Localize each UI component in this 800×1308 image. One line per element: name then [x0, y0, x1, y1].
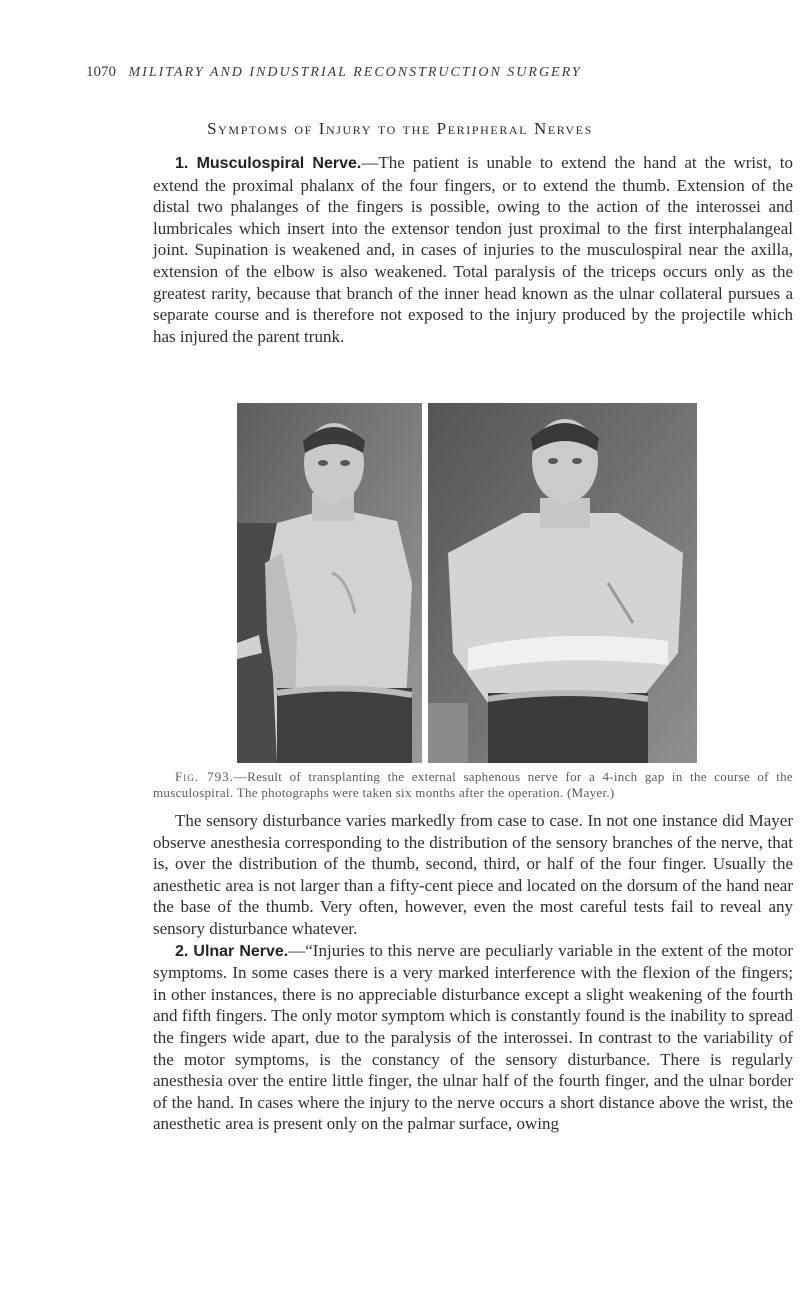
figure-caption: [153, 769, 793, 801]
musculospiral-section: [153, 152, 793, 347]
running-title: MILITARY AND INDUSTRIAL RECONSTRUCTION SURGERY: [128, 65, 582, 80]
musculospiral-paragraph: [153, 152, 793, 347]
section-title: Symptoms of Injury to the Peripheral Nerves: [207, 119, 593, 138]
sensory-and-ulnar-section: [153, 810, 793, 1135]
patient-photo-arms-raised: [428, 403, 697, 763]
musculospiral-text: —The patient is unable to extend the hand at the wrist, to extend the proximal phalanx of the four fingers, or to extend the thumb. Extension of the distal two phalanges of the fingers is possible, owing to the action of the interossei and lumbricales which insert into the extensor tendon just proximal to the first interphalangeal joint. Supination is weakened and, in cases of injuries to the musculospiral near the axilla, extension of the elbow is also weakened. Total paralysis of the triceps occurs only as the greatest rarity, because that branch of the inner head known as the ulnar collateral pursues a separate course and is therefore not exposed to the injury produced by the projectile which has injured the parent trunk.: [153, 153, 793, 346]
sensory-paragraph: The sensory disturbance varies markedly from case to case. In not one instance did Mayer observe anesthesia corresponding to the distribution of the sensory branches of the nerve, that is, over the distribution of the thumb, second, third, or half of the four finger. Usually the anesthetic area is not larger than a fifty-cent piece and located on the dorsum of the hand near the base of the thumb. Very often, however, even the most careful tests fail to reveal any sensory disturbance whatever.: [153, 811, 793, 938]
running-header: [86, 64, 766, 81]
ulnar-heading: 2. Ulnar Nerve.: [175, 942, 289, 960]
figure-793: [237, 403, 697, 763]
figure-caption-text: —Result of transplanting the external saphenous nerve for a 4-inch gap in the course of the musculospiral. The photographs were taken six months after the operation. (Mayer.): [153, 769, 793, 800]
patient-photo-front: [237, 403, 422, 763]
ulnar-text: —“Injuries to this nerve are peculiarly variable in the extent of the motor symptoms. In some cases there is a very marked interference with the flexion of the fingers; in other instances, there is no appreciable disturbance except a slight weakening of the fourth and fifth fingers. The only motor symptom which is constantly found is the inability to spread the fingers wide apart, due to the paralysis of the interossei. In contrast to the variability of the motor symptoms, is the constancy of the sensory disturbance. There is regularly anesthesia over the entire little finger, the ulnar half of the fourth finger, and the ulnar border of the hand. In cases where the injury to the nerve occurs a short distance above the wrist, the anesthetic area is present only on the palmar surface, owing: [153, 940, 793, 1134]
figure-label: Fig. 793.: [175, 769, 234, 784]
page-number: 1070: [86, 64, 116, 80]
musculospiral-heading: 1. Musculospiral Nerve.: [175, 155, 362, 172]
ulnar-paragraph: [153, 940, 793, 1135]
